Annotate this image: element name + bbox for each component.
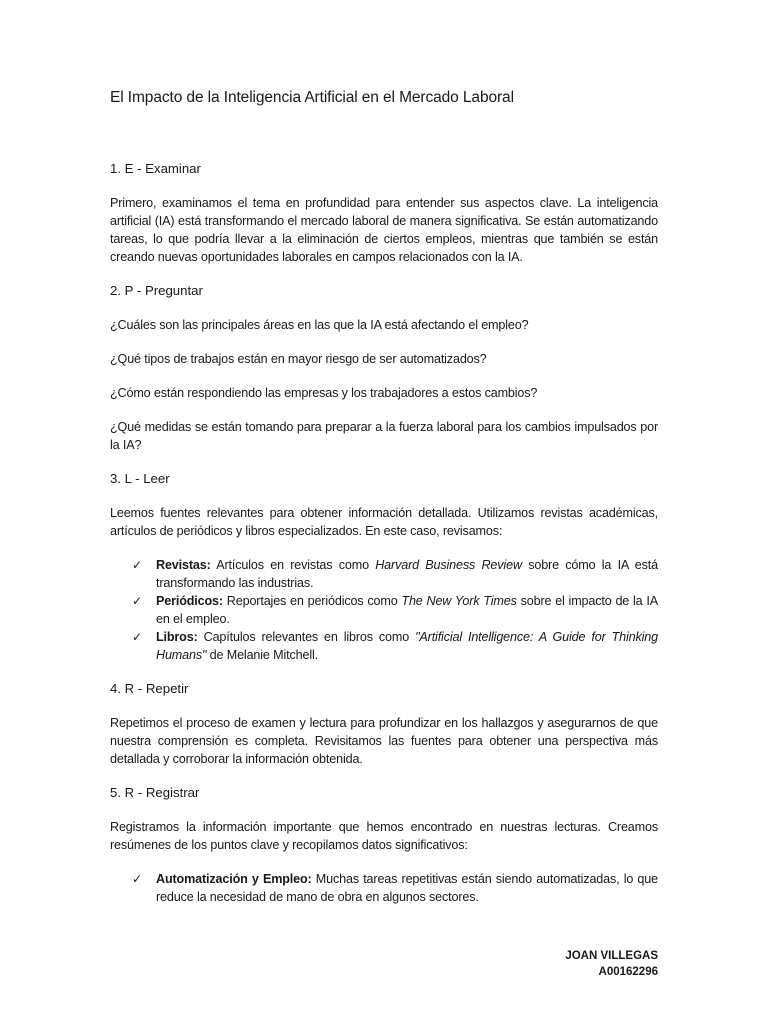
item-title: "Artificial Intelligence: A Guide for Thinking Humans" [156, 630, 658, 662]
question-4: ¿Qué medidas se están tomando para preparar a la fuerza laboral para los cambios impulsados por la IA? [110, 420, 658, 452]
list-item-libros [110, 628, 658, 664]
item-label: Automatización y Empleo: [156, 872, 312, 886]
item-text: sobre cómo la IA está transformando las industrias. [156, 558, 658, 590]
section-heading-preguntar: 2. P - Preguntar [110, 283, 203, 298]
question-3: ¿Cómo están respondiendo las empresas y los trabajadores a estos cambios? [110, 386, 538, 400]
item-text: Muchas tareas repetitivas están siendo automatizadas, lo que reduce la necesidad de mano de obra en algunos sectores. [156, 872, 658, 904]
list-item-automatizacion [110, 870, 658, 906]
item-text: Reportajes en periódicos como [222, 594, 402, 608]
item-label: Revistas: [156, 558, 211, 572]
author-name: JOAN VILLEGAS [565, 950, 658, 962]
item-text: sobre el impacto de la IA en el empleo. [156, 594, 658, 626]
document-title: El Impacto de la Inteligencia Artificial en el Mercado Laboral [110, 89, 514, 106]
section-paragraph-repetir: Repetimos el proceso de examen y lectura para profundizar en los hallazgos y asegurarnos de que nuestra comprensión es completa. Revisitamos las fuentes para obtener una perspectiva más detallada y corroborar la información obtenida. [110, 716, 658, 766]
check-icon: ✓ [132, 630, 142, 644]
sources-list [110, 556, 658, 664]
findings-list [110, 870, 658, 906]
section-heading-leer: 3. L - Leer [110, 471, 170, 486]
question-2: ¿Qué tipos de trabajos están en mayor riesgo de ser automatizados? [110, 352, 487, 366]
footer [565, 948, 658, 980]
check-icon: ✓ [132, 872, 142, 886]
item-label: Periódicos: [156, 594, 223, 608]
item-text: de Melanie Mitchell. [206, 648, 318, 662]
check-icon: ✓ [132, 594, 142, 608]
item-text: Artículos en revistas como [210, 558, 376, 572]
section-paragraph-registrar: Registramos la información importante que hemos encontrado en nuestras lecturas. Creamos resúmenes de los puntos clave y recopilamos datos significativos: [110, 820, 658, 852]
section-paragraph-leer: Leemos fuentes relevantes para obtener información detallada. Utilizamos revistas académicas, artículos de periódicos y libros especializados. En este caso, revisamos: [110, 506, 658, 538]
section-heading-examinar: 1. E - Examinar [110, 161, 201, 176]
student-id: A00162296 [598, 966, 658, 978]
item-title: Harvard Business Review [375, 558, 522, 572]
section-paragraph-examinar: Primero, examinamos el tema en profundidad para entender sus aspectos clave. La inteligencia artificial (IA) está transformando el mercado laboral de manera significativa. Se están automatizando tareas, lo que podría llevar a la eliminación de ciertos empleos, mientras que también se están creando nuevas oportunidades laborales en campos relacionados con la IA. [110, 196, 658, 264]
document-page [110, 88, 658, 922]
section-heading-repetir: 4. R - Repetir [110, 681, 189, 696]
item-text: Capítulos relevantes en libros como [197, 630, 416, 644]
list-item-revistas [110, 556, 658, 592]
question-1: ¿Cuáles son las principales áreas en las que la IA está afectando el empleo? [110, 318, 529, 332]
item-title: The New York Times [401, 594, 517, 608]
item-label: Libros: [156, 630, 198, 644]
list-item-periodicos [110, 592, 658, 628]
check-icon: ✓ [132, 558, 142, 572]
section-heading-registrar: 5. R - Registrar [110, 785, 200, 800]
